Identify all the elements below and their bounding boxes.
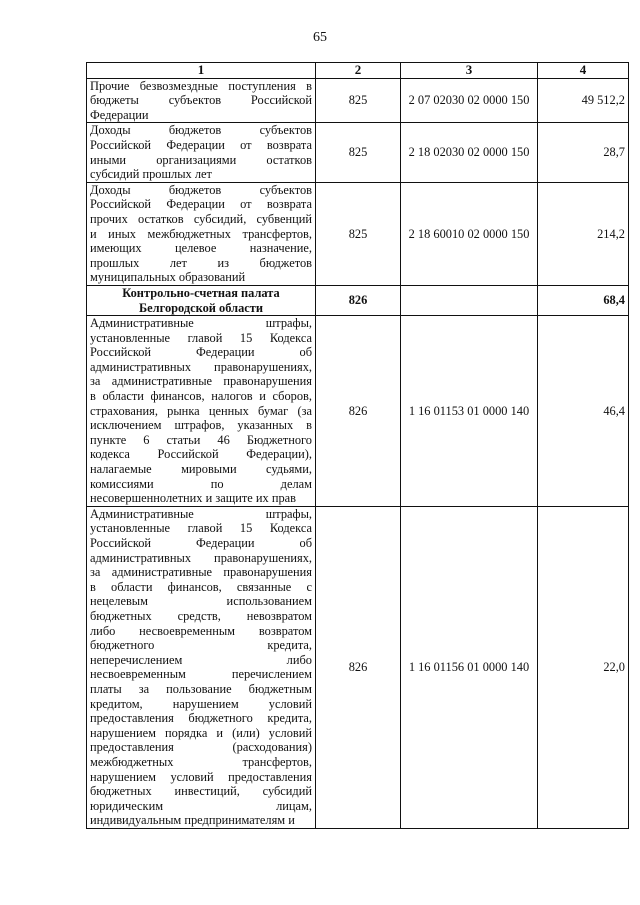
row-admin-code: 826 [316,316,401,507]
description-line: Контрольно-счетная палата [122,285,280,300]
description-line: Административные штрафы, [90,316,312,331]
row-description [87,123,316,182]
description-line: несвоевременным перечислением [90,667,312,682]
description-line: налагаемые мировыми судьями, [90,462,312,477]
description-line: комиссиями по делам [90,476,312,491]
description-line: установленные главой 15 Кодекса [90,521,312,536]
description-line: Российской Федерации от возврата [90,137,312,152]
header-col-1: 1 [87,63,316,79]
description-line: бюджетных инвестиций, субсидий [90,784,312,799]
row-description [87,285,316,315]
description-line: бюджетных средств, невозвратом [90,608,312,623]
description-line: предоставления (расходования) [90,740,312,755]
header-col-2: 2 [316,63,401,79]
row-description [87,182,316,285]
table-body [87,78,629,828]
description-line: Российской Федерации от возврата [90,197,312,212]
row-admin-code: 825 [316,78,401,123]
row-amount: 22,0 [538,506,629,828]
page-number: 65 [313,30,327,45]
description-line: платы за пользование бюджетным [90,681,312,696]
description-line: Административные штрафы, [90,506,312,521]
description-line: Российской Федерации об [90,345,312,360]
description-line: иными организациями остатков [90,152,312,167]
row-kbk-code: 2 18 02030 02 0000 150 [401,123,538,182]
description-line: нарушением порядка и (или) условий [90,725,312,740]
description-line: либо несвоевременным возвратом [90,623,312,638]
description-line: межбюджетных трансфертов, [90,754,312,769]
description-line: предоставления бюджетного кредита, [90,711,312,726]
row-kbk-code [401,285,538,315]
row-amount: 46,4 [538,316,629,507]
row-kbk-code: 1 16 01156 01 0000 140 [401,506,538,828]
row-amount: 49 512,2 [538,78,629,123]
description-line: несовершеннолетних и защите их прав [90,491,297,506]
revenue-table [86,62,629,829]
row-description [87,506,316,828]
row-description [87,316,316,507]
description-line: Белгородской области [138,300,263,315]
description-line: бюджетного кредита, [90,638,312,653]
description-line: нарушением условий предоставления [90,769,312,784]
row-amount: 28,7 [538,123,629,182]
header-col-3: 3 [401,63,538,79]
description-line: Доходы бюджетов субъектов [90,182,312,197]
row-admin-code: 826 [316,506,401,828]
row-kbk-code: 1 16 01153 01 0000 140 [401,316,538,507]
description-line: кредитом, нарушением условий [90,696,312,711]
description-line: субсидий прошлых лет [90,167,212,182]
row-kbk-code: 2 07 02030 02 0000 150 [401,78,538,123]
table-row [87,506,629,828]
description-line: нецелевым использованием [90,594,312,609]
description-line: прочих остатков субсидий, субвенций [90,211,312,226]
description-line: за административные правонарушения [90,565,312,580]
description-line: страхования, рынка ценных бумаг (за [90,403,312,418]
description-line: установленные главой 15 Кодекса [90,330,312,345]
description-line: административных правонарушениях, [90,359,312,374]
description-line: Прочие безвозмездные поступления в [90,78,312,93]
row-admin-code: 825 [316,182,401,285]
description-line: индивидуальным предпринимателям и [90,813,295,828]
description-line: административных правонарушениях, [90,550,312,565]
row-kbk-code: 2 18 60010 02 0000 150 [401,182,538,285]
description-line: исключением штрафов, указанных в [90,418,312,433]
section-row [87,285,629,315]
description-line: и иных межбюджетных трансфертов, [90,226,312,241]
description-line: бюджеты субъектов Российской [90,93,312,108]
description-line: имеющих целевое назначение, [90,241,312,256]
description-line: Доходы бюджетов субъектов [90,123,312,138]
table-row [87,316,629,507]
table-row [87,123,629,182]
description-line: в области финансов, связанные с [90,579,312,594]
description-line: Федерации [90,107,149,122]
description-line: Российской Федерации об [90,536,312,550]
description-line: пункте 6 статьи 46 Бюджетного [90,432,312,447]
description-line: юридическим лицам, [90,798,312,813]
row-amount: 68,4 [538,285,629,315]
description-line: кодекса Российской Федерации), [90,447,312,462]
description-line: неперечислением либо [90,652,312,667]
table-row [87,78,629,123]
row-amount: 214,2 [538,182,629,285]
description-line: прошлых лет из бюджетов [90,255,312,270]
row-admin-code: 825 [316,123,401,182]
table-row [87,182,629,285]
header-col-4: 4 [538,63,629,79]
row-description [87,78,316,123]
description-line: за административные правонарушения [90,374,312,389]
row-admin-code: 826 [316,285,401,315]
description-line: муниципальных образований [90,270,246,285]
table-header-row [87,63,629,79]
description-line: в области финансов, налогов и сборов, [90,389,312,404]
